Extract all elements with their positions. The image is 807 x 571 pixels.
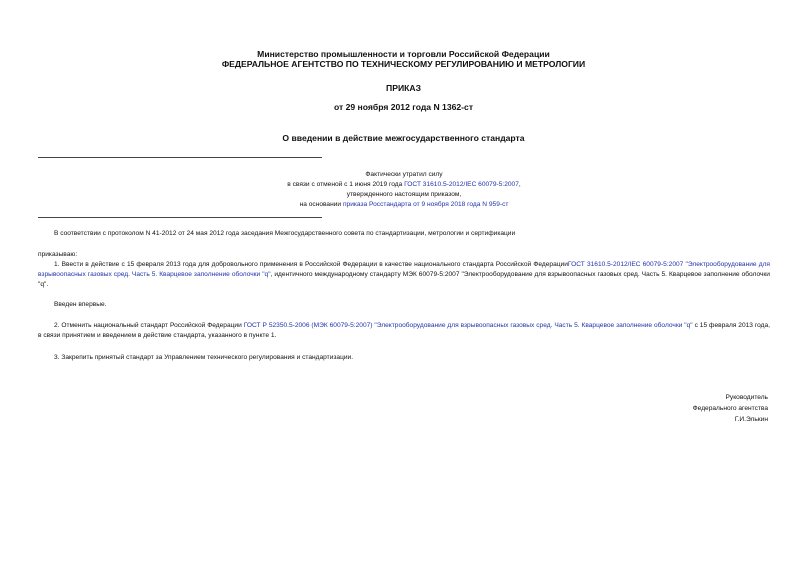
- gost-31610-link[interactable]: ГОСТ 31610.5-2012/IEC 60079-5:2007: [404, 181, 519, 188]
- status-notice-line2: [230, 180, 578, 190]
- notice-text: на основании: [299, 201, 343, 208]
- divider-bottom: [38, 217, 322, 218]
- order-word: приказываю:: [38, 251, 78, 258]
- gost-r-52350-link[interactable]: ГОСТ Р 52350.5-2006 (МЭК 60079-5:2007) "Электрооборудование для взрывоопасных газовых сред. Часть 5. Кварцевое заполнение оболочки "q": [243, 322, 693, 329]
- status-notice-line4: [230, 200, 578, 210]
- intro-paragraph: В соответствии с протоколом N 41-2012 от 24 мая 2012 года заседания Межгосударственного совета по стандартизации, метрологии и сертификации: [54, 230, 516, 237]
- item3-paragraph: 3. Закрепить принятый стандарт за Управлением технического регулирования и стандартизации.: [54, 354, 354, 361]
- gost-31610-standard-link[interactable]: ГОСТ 31610.5-2012/IEC 60079-5:2007 "Электрооборудование для взрывоопасных газовых сред. Часть 5. Кварцевое заполнение оболочки "q": [38, 261, 770, 278]
- notice-text: ,: [518, 181, 521, 188]
- agency-name: ФЕДЕРАЛЬНОЕ АГЕНТСТВО ПО ТЕХНИЧЕСКОМУ РЕГУЛИРОВАНИЮ И МЕТРОЛОГИИ: [221, 59, 586, 69]
- status-notice-line1: Фактически утратил силу: [365, 171, 443, 178]
- divider-top: [38, 157, 322, 158]
- document-type: ПРИКАЗ: [386, 83, 421, 93]
- item2-paragraph: [38, 321, 770, 341]
- item2-text: 2. Отменить национальный стандарт Российской Федерации: [54, 322, 244, 329]
- item2-text-suffix: с 15 февраля 2013 года, в связи принятием и введением в действие стандарта, указанного в пункте 1.: [38, 322, 771, 339]
- item1-text-suffix: , идентичного международному стандарту МЭК 60079-5:2007 "Электрооборудование для взрывоопасных газовых сред. Часть 5. Кварцевое заполнение оболочки "q".: [38, 271, 770, 288]
- ministry-name: Министерство промышленности и торговли Российской Федерации: [257, 49, 550, 59]
- signature-name: Г.И.Элькин: [734, 416, 768, 423]
- notice-text: в связи с отменой с 1 июня 2019 года: [287, 181, 405, 188]
- item1-text: 1. Ввести в действие с 15 февраля 2013 года для добровольного применения в Российской Федерации в качестве национального стандарта Российской Федерации: [54, 261, 568, 268]
- document-title: О введении в действие межгосударственного стандарта: [282, 133, 525, 143]
- signature-position: Руководитель: [725, 394, 768, 401]
- item1-paragraph: [38, 260, 770, 290]
- rosstandart-order-link[interactable]: приказа Росстандарта от 9 ноября 2018 года N 959-ст: [342, 201, 509, 208]
- status-notice-line3: утвержденного настоящим приказом,: [346, 191, 462, 198]
- first-time-note: Введен впервые.: [54, 301, 107, 308]
- document-date-number: от 29 ноября 2012 года N 1362-ст: [333, 102, 474, 112]
- signature-agency: Федерального агентства: [692, 405, 768, 412]
